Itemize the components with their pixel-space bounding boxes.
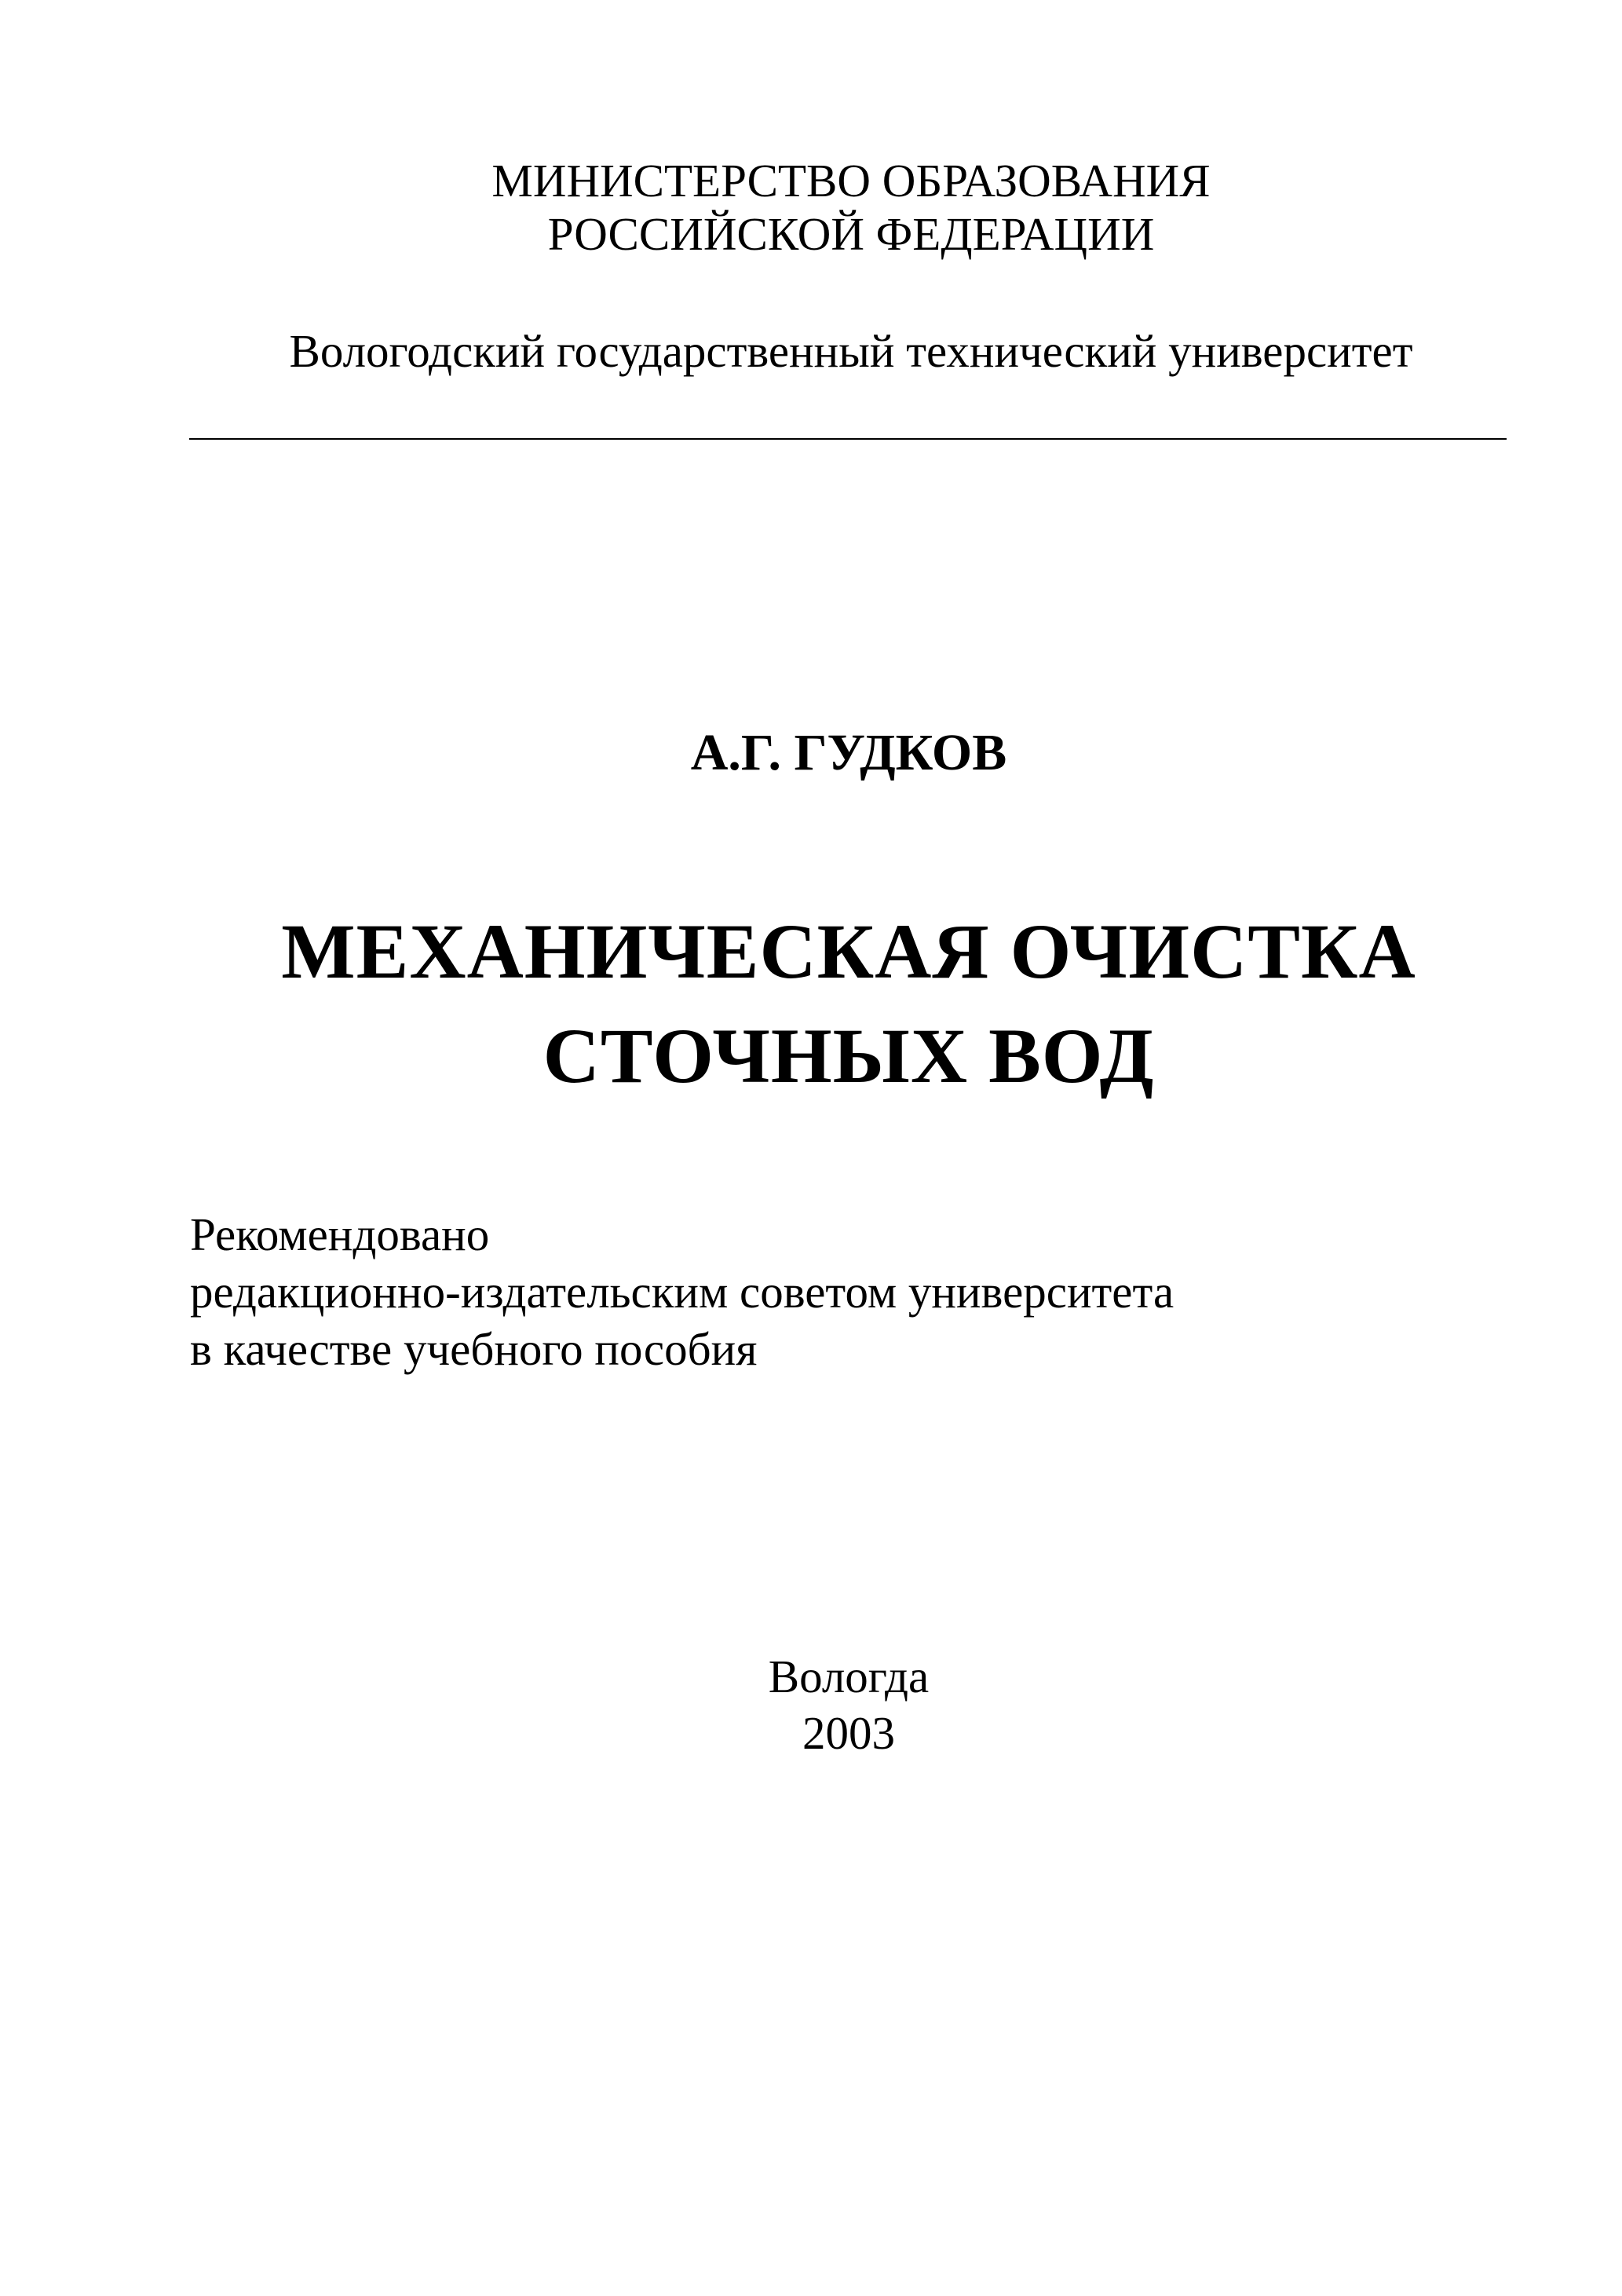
header-divider	[189, 438, 1507, 440]
recommendation-line-2: редакционно-издательским советом университета	[190, 1266, 1174, 1318]
ministry-name-line-2: РОССИЙСКОЙ ФЕДЕРАЦИИ	[547, 208, 1155, 260]
publication-city: Вологда	[768, 1651, 930, 1702]
author-name: А.Г. ГУДКОВ	[690, 724, 1007, 781]
ministry-name-line-1: МИНИСТЕРСТВО ОБРАЗОВАНИЯ	[491, 155, 1211, 207]
recommendation-line-3: в качестве учебного пособия	[190, 1323, 758, 1375]
recommendation-line-1: Рекомендовано	[190, 1208, 490, 1260]
university-name: Вологодский государственный технический университет	[289, 325, 1413, 377]
book-title-line-1: МЕХАНИЧЕСКАЯ ОЧИСТКА	[281, 908, 1416, 995]
publication-year: 2003	[802, 1707, 895, 1759]
book-title-line-2: СТОЧНЫХ ВОД	[542, 1012, 1155, 1099]
